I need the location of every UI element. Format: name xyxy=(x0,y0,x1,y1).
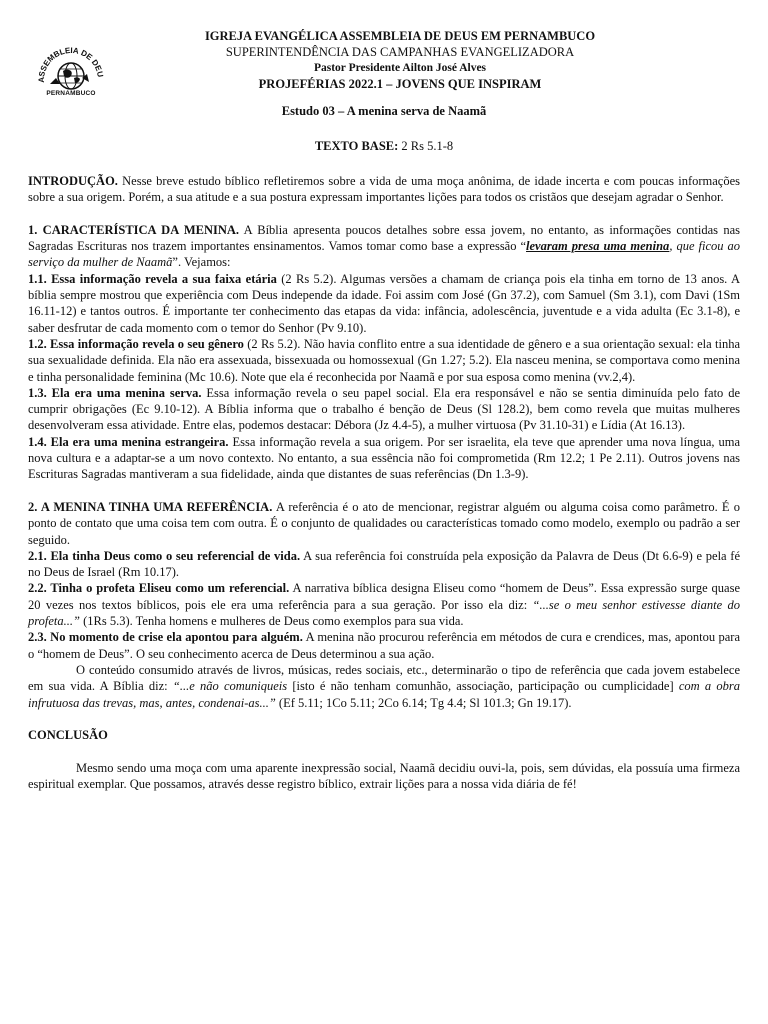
document-header xyxy=(140,28,660,92)
section-2-2: 2.2. Tinha o profeta Eliseu como um referencial. A narrativa bíblica designa Eliseu como “homem de Deus”. Essa expressão surge quase 20 vezes nos textos bíblicos, pois ele era uma referência para a sua geração. Por isso ela diz: “...se o meu senhor estivesse diante do profeta...” (1Rs 5.3). Tenha homens e mulheres de Deus como exemplos para sua vida. xyxy=(28,581,740,629)
pastor-name: Pastor Presidente Ailton José Alves xyxy=(313,62,487,74)
church-name: IGREJA EVANGÉLICA ASSEMBLEIA DE DEUS EM PERNAMBUCO xyxy=(204,29,596,43)
section-2-heading: 2. A MENINA TINHA UMA REFERÊNCIA. xyxy=(28,499,273,514)
base-text-label: TEXTO BASE: xyxy=(314,139,399,153)
conclusion-heading: CONCLUSÃO xyxy=(28,728,108,743)
section-1-3: 1.3. Ela era uma menina serva. Essa informação revela o seu papel social. Ela era responsável e não se sentia diminuída pelo fato de cumprir obrigações (Ec 9.10-12). A Bíblia informa que o trabalho é benção de Deus (Sl 128.2), bem como revela que muitas mulheres desenvolveram essa atividade. Entre elas, podemos destacar: Débora (Jz 4.4-5), a mulher virtuosa (Pv 31.10-31) e Lídia (At 16.13). xyxy=(28,385,741,433)
key-expression-rest: , que ficou ao serviço da mulher de Naamã xyxy=(28,239,740,270)
section-2-1: 2.1. Ela tinha Deus como o seu referencial de vida. A sua referência foi construída pela exposição da Palavra de Deus (Dt 6.6-9) e pela fé no Deus de Israel (Rm 10.17). xyxy=(28,548,741,580)
globe-emblem-icon xyxy=(36,40,106,90)
section-1-2: 1.2. Essa informação revela o seu gênero (2 Rs 5.2). Não havia conflito entre a sua identidade de gênero e a sua orientação sexual: ela tinha sua sexualidade definida. Ela não era assexuada, bissexuada ou homossexual (Gn 1.27; 5.2). Ela nasceu menina, se comportava como menina e tinha personalidade feminina (Mc 10.6). Note que ela é reconhecida por Naamã e por sua esposa como menina (vv.2,4). xyxy=(28,336,740,384)
program-name: PROJEFÉRIAS 2022.1 – JOVENS QUE INSPIRAM xyxy=(258,77,542,91)
church-logo xyxy=(36,40,106,102)
base-text-reference xyxy=(0,139,768,154)
section-2-intro: 2. A MENINA TINHA UMA REFERÊNCIA. A referência é o ato de mencionar, registrar alguém ou alguma coisa como parâmetro. É o ponto de contato que uma coisa tem com outra. É o conjunto de qualidades ou características tomado como modelo, exemplo ou padrão a ser seguido. xyxy=(28,499,740,547)
conclusion-paragraph: Mesmo sendo uma moça com uma aparente inexpressão social, Naamã decidiu ouvi-la, pois, sem dúvidas, ela possuía uma firmeza espiritual exemplar. Que possamos, através desse registro bíblico, extrair lições para a nossa vida diária de fé! xyxy=(28,760,740,791)
logo-caption: PERNAMBUCO xyxy=(46,90,96,97)
section-1-intro: 1. CARACTERÍSTICA DA MENINA. A Bíblia apresenta poucos detalhes sobre essa jovem, no entanto, as informações contidas nas Sagradas Escrituras nos trazem importantes ensinamentos. Vamos tomar como base a expressão “levaram presa uma menina, que ficou ao serviço da mulher de Naamã”. Vejamos: xyxy=(28,222,740,270)
section-2-3: 2.3. No momento de crise ela apontou para alguém. A menina não procurou referência em métodos de cura e crendices, mas, apontou para o “homem de Deus”. O seu conhecimento acerca de Deus determinou a sua ação. xyxy=(28,630,741,661)
superintendence-name: SUPERINTENDÊNCIA DAS CAMPANHAS EVANGELIZADORA xyxy=(225,45,575,59)
section-1-4: 1.4. Ela era uma menina estrangeira. Essa informação revela a sua origem. Por ser israelita, ela teve que aprender uma nova língua, uma nova cultura e a adaptar-se a um novo contexto. No entanto, a sua essência não foi comprometida (Rm 12.2; 1 Pe 2.11). Outros jovens nas Escrituras Sagradas mantiveram a sua fidelidade, ainda que distantes de suas referências (Dn 1.3-9). xyxy=(28,434,740,482)
section-1-heading: 1. CARACTERÍSTICA DA MENINA. xyxy=(28,222,240,237)
key-expression-bold: levaram presa uma menina xyxy=(526,239,670,254)
introduction-heading: INTRODUÇÃO. xyxy=(28,174,118,188)
study-title: Estudo 03 – A menina serva de Naamã xyxy=(281,104,487,118)
section-1-1: 1.1. Essa informação revela a sua faixa etária (2 Rs 5.2). Algumas versões a chamam de criança pois ela tinha em torno de 13 anos. A bíblia sempre mostrou que experiência com Deus independe da idade. Foi assim com José (Gn 37.2), com Samuel (Sm 3.1), com Davi (1Sm 16.11-12) e tantos outros. É importante ter conhecimento das etapas da vida: infância, adolescência, juventude e a vida adulta (Ec 3.1-8), e saber desfrutar de cada momento com o temor do Senhor (Pv 9.10). xyxy=(28,271,740,335)
study-body xyxy=(28,173,740,792)
logo-arc-text: ASSEMBLEIA DE DEU xyxy=(36,45,105,83)
base-text-ref: 2 Rs 5.1-8 xyxy=(398,139,454,153)
section-2-closing-paragraph: O conteúdo consumido através de livros, músicas, redes sociais, etc., determinarão o tipo de referência que cada jovem estabelece em sua vida. A Bíblia diz: “...e não comuniqueis [isto é não tenham comunhão, associação, participação ou cumplicidade] com a obra infrutuosa das trevas, mas, antes, condenai-as...” (Ef 5.11; 1Co 5.11; 2Co 6.14; Tg 4.4; Sl 101.3; Gn 19.17). xyxy=(28,662,740,710)
introduction-paragraph: INTRODUÇÃO. Nesse breve estudo bíblico refletiremos sobre a vida de uma moça anônima, de idade incerta e com poucas informações sobre a sua origem. Porém, a sua atitude e a sua postura expressam importantes lições para todos os cristãos que desejam agradar o Senhor. xyxy=(28,174,740,205)
